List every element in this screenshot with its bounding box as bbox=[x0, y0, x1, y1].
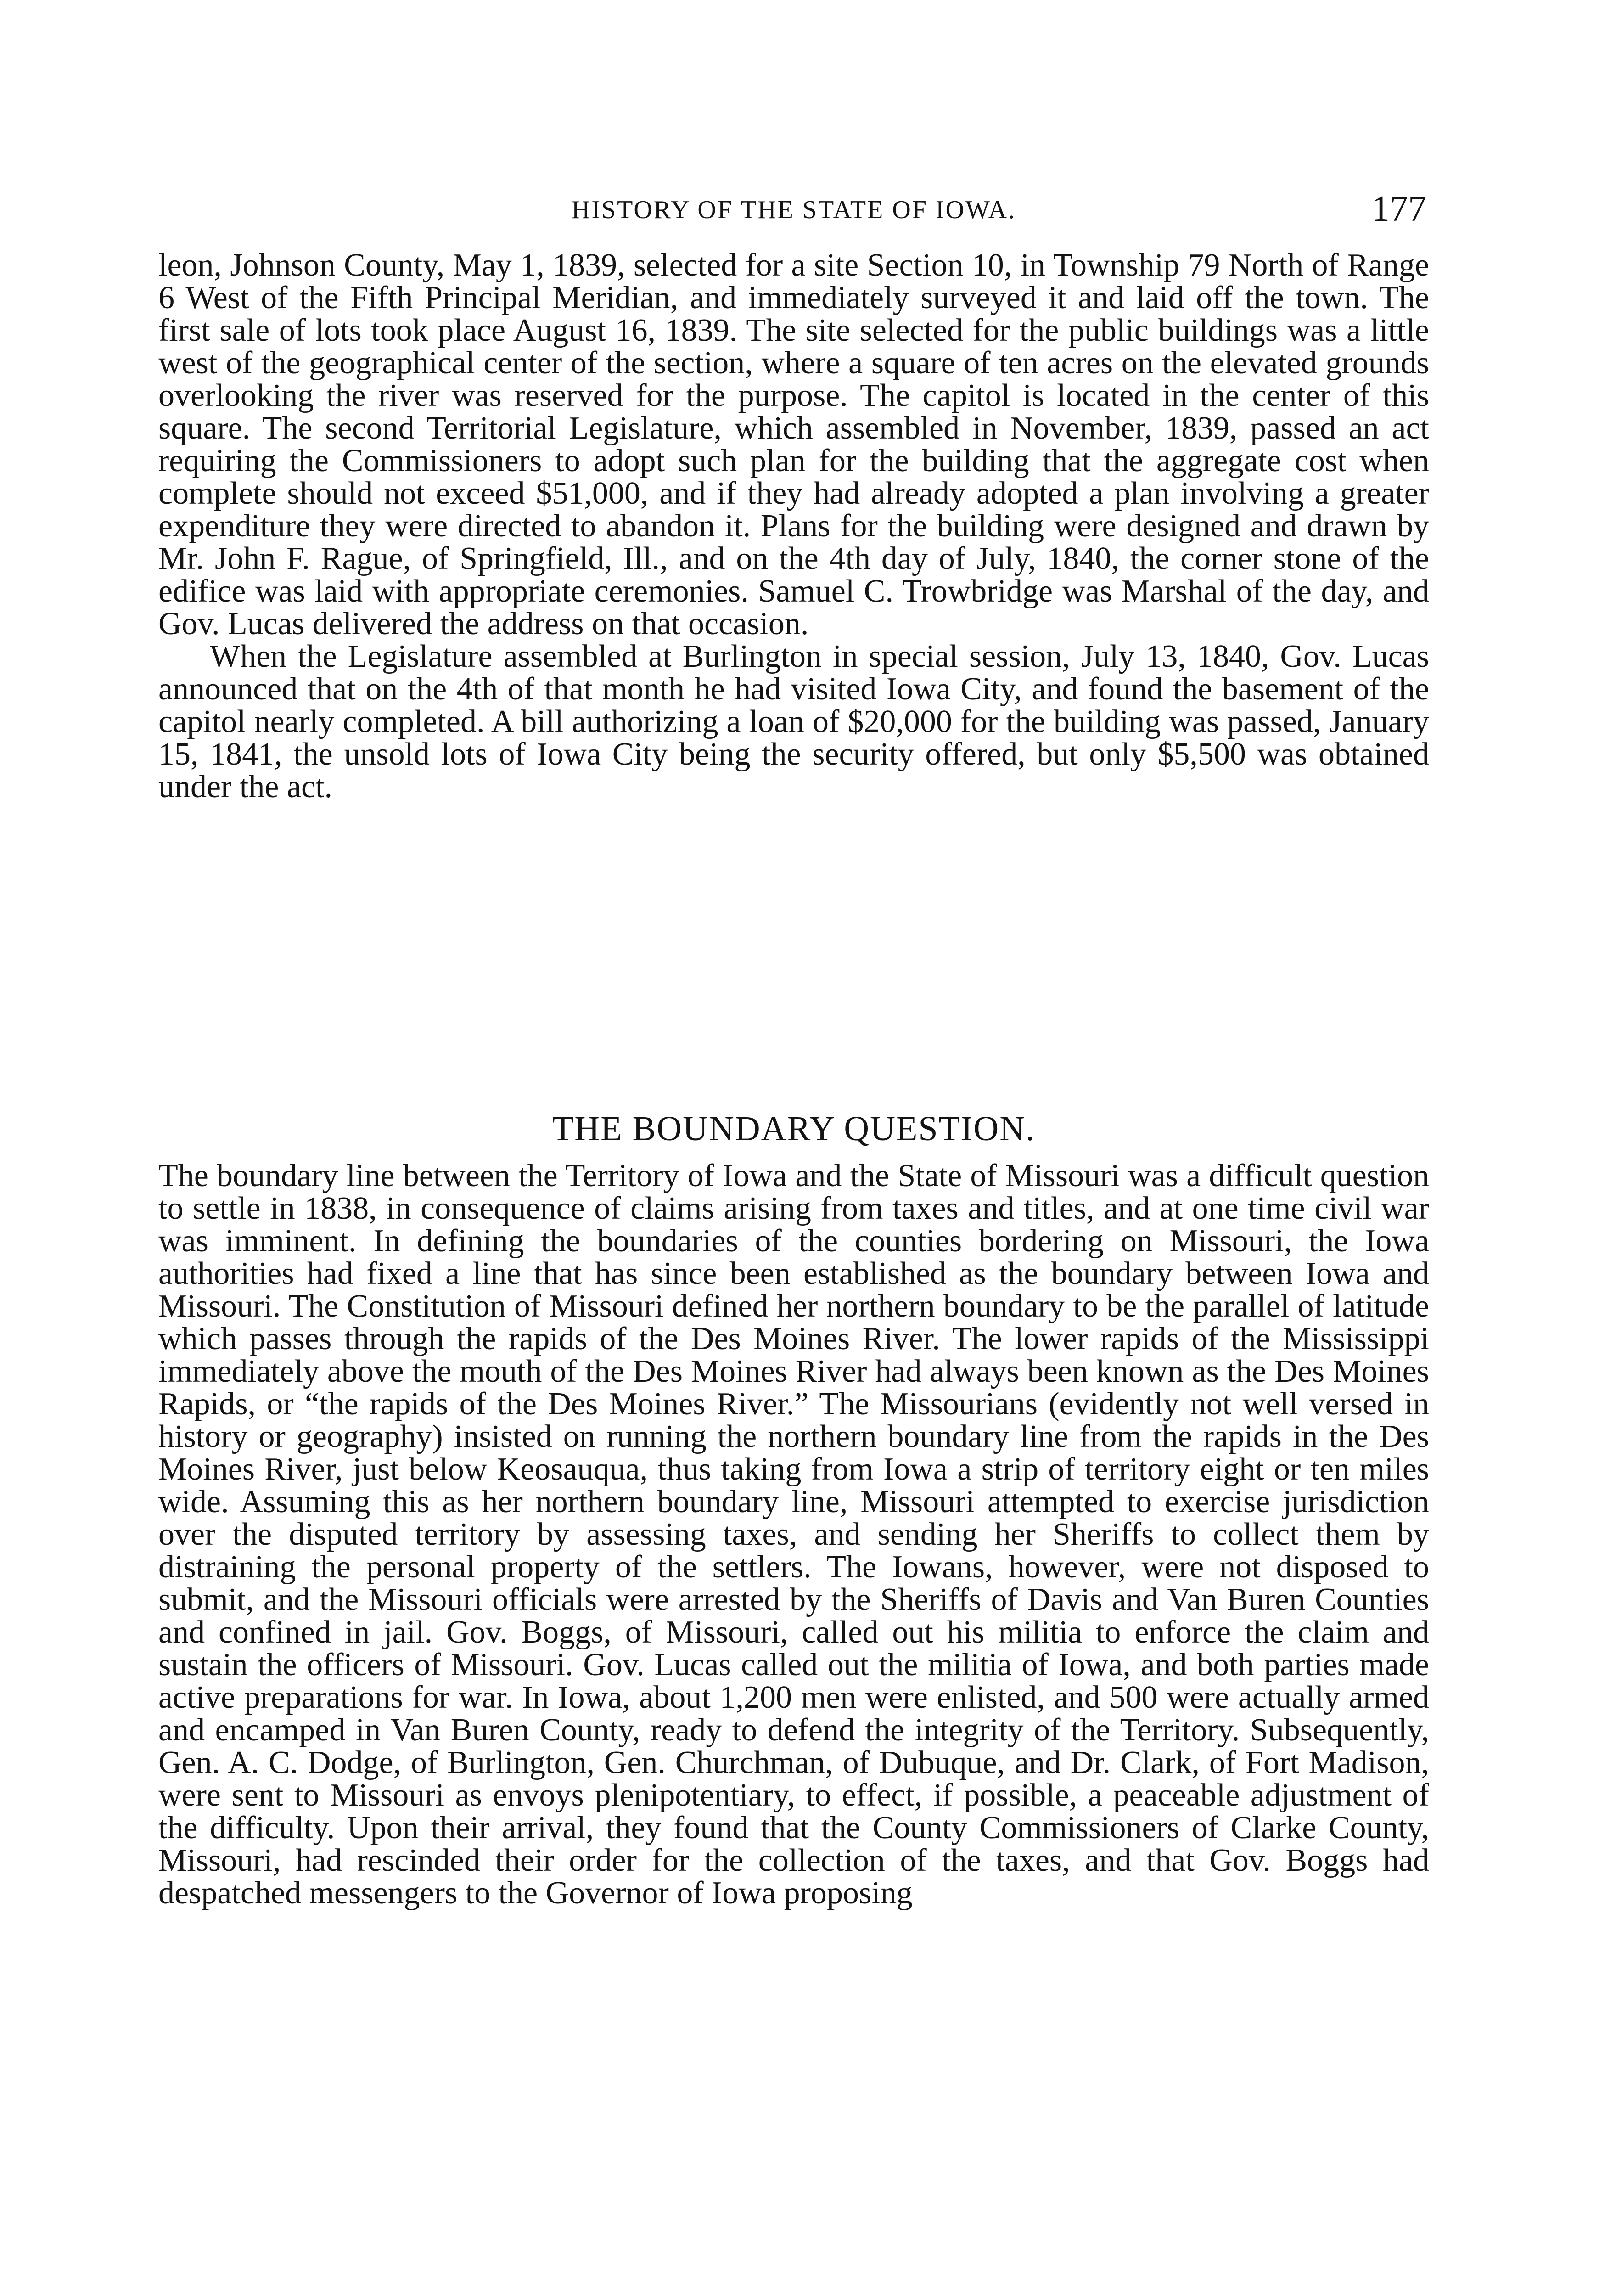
paragraph-boundary-line: The boundary line between the Territory of Iowa and the State of Missouri was a difficult question to settle in 1838, in consequence of claims arising from taxes and titles, and at one time civil war was imminent. In defining the boundaries of the counties bordering on Missouri, the Iowa authorities had fixed a line that has since been established as the boundary between Iowa and Missouri. The Constitution of Missouri defined her northern boundary to be the parallel of latitude which passes through the rapids of the Des Moines River. The lower rapids of the Mississippi immediately above the mouth of the Des Moines River had always been known as the Des Moines Rapids, or “the rapids of the Des Moines River.” The Missourians (evidently not well versed in history or geography) insisted on running the northern boundary line from the rapids in the Des Moines River, just below Keosauqua, thus taking from Iowa a strip of territory eight or ten miles wide. Assuming this as her northern boundary line, Missouri attempted to exercise jurisdiction over the disputed territory by assessing taxes, and sending her Sheriffs to collect them by distraining the personal property of the settlers. The Iowans, however, were not disposed to submit, and the Missouri officials were arrested by the Sheriffs of Davis and Van Buren Counties and confined in jail. Gov. Boggs, of Missouri, called out his militia to enforce the claim and sustain the officers of Missouri. Gov. Lucas called out the militia of Iowa, and both parties made active preparations for war. In Iowa, about 1,200 men were enlisted, and 500 were actually armed and encamped in Van Buren County, ready to defend the integrity of the Territory. Subsequently, Gen. A. C. Dodge, of Burlington, Gen. Churchman, of Dubuque, and Dr. Clark, of Fort Madison, were sent to Missouri as envoys plenipotentiary, to effect, if possible, a peaceable adjustment of the difficulty. Upon their arrival, they found that the County Commissioners of Clarke County, Missouri, had rescinded their order for the collection of the taxes, and that Gov. Boggs had despatched messengers to the Governor of Iowa proposing bbox=[158, 1158, 1429, 1911]
section-heading: THE BOUNDARY QUESTION. bbox=[552, 1109, 1036, 1148]
running-title: HISTORY OF THE STATE OF IOWA. bbox=[571, 196, 1016, 224]
running-head bbox=[158, 186, 1429, 232]
paragraph-legislature-special-session: When the Legislature assembled at Burlington in special session, July 13, 1840, Gov. Lucas announced that on the 4th of that month he had visited Iowa City, and found the basement of the capitol nearly completed. A bill authorizing a loan of $20,000 for the building was passed, January 15, 1841, the unsold lots of Iowa City being the security offered, but only $5,500 was obtained under the act. bbox=[158, 639, 1429, 805]
paragraph-continuation: leon, Johnson County, May 1, 1839, selected for a site Section 10, in Township 79 North of Range 6 West of the Fifth Principal Meridian, and immediately surveyed it and laid off the town. The first sale of lots took place August 16, 1839. The site selected for the public buildings was a little west of the geographical center of the section, where a square of ten acres on the elevated grounds overlooking the river was reserved for the purpose. The capitol is located in the center of this square. The second Territorial Legislature, which assembled in November, 1839, passed an act requiring the Commissioners to adopt such plan for the building that the aggregate cost when complete should not exceed $51,000, and if they had already adopted a plan involving a greater expenditure they were directed to abandon it. Plans for the building were designed and drawn by Mr. John F. Rague, of Springfield, Ill., and on the 4th day of July, 1840, the corner stone of the edifice was laid with appropriate ceremonies. Samuel C. Trowbridge was Marshal of the day, and Gov. Lucas delivered the address on that occasion. bbox=[158, 248, 1429, 642]
page-number: 177 bbox=[1371, 189, 1426, 229]
body-text-boundary-question bbox=[158, 1159, 1429, 1909]
body-text-before-heading bbox=[158, 249, 1429, 803]
